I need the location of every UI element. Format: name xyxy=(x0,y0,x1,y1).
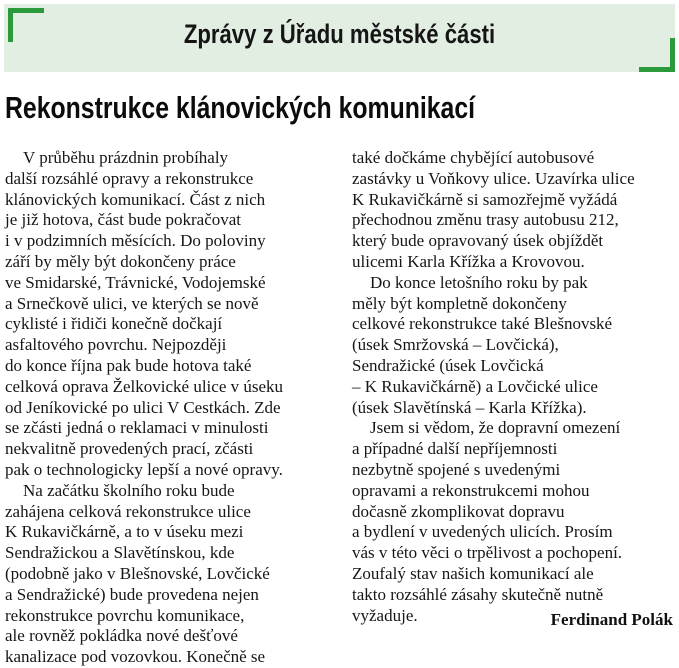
text-line: který bude opravovaný úsek objíždět xyxy=(352,231,604,251)
text-line: od Jeníkovické po ulici V Cestkách. Zde xyxy=(5,397,281,417)
text-line: K Rukavičkárně, a to v úseku mezi xyxy=(5,522,244,542)
text-line: takto rozsáhlé zásahy skutečně nutně xyxy=(352,584,604,604)
article-headline: Rekonstrukce klánovických komunikací xyxy=(5,90,476,125)
text-line: je již hotova, část bude pokračovat xyxy=(5,210,242,230)
section-title: Zprávy z Úřadu městské části xyxy=(183,19,496,49)
corner-bracket-bottom-right xyxy=(639,38,675,72)
text-line: ve Smidarské, Trávnické, Vodojemské xyxy=(5,272,266,292)
text-line: další rozsáhlé opravy a rekonstrukce xyxy=(5,168,254,188)
text-line: Zoufalý stav našich komunikací ale xyxy=(352,563,594,583)
text-line: – K Rukavičkárně) a Lovčické ulice xyxy=(352,376,598,396)
text-line: (úsek Smržovská – Lovčická), xyxy=(352,335,559,355)
text-line: cyklisté i řidiči konečně dočkají xyxy=(5,314,223,334)
text-line: celková oprava Želkovické ulice v úseku xyxy=(5,376,284,396)
text-line: ale rovněž pokládka nové dešťové xyxy=(5,626,238,646)
text-line: a bydlení v uvedených ulicích. Prosím xyxy=(352,522,613,542)
text-line: také dočkáme chybějící autobusové xyxy=(352,148,595,167)
text-line: (úsek Slavětínská – Karla Křížka). xyxy=(352,397,587,417)
section-header xyxy=(4,4,675,72)
text-line: i v podzimních měsících. Do poloviny xyxy=(5,231,266,251)
text-line: K Rukavičkárně si samozřejmě vyžádá xyxy=(352,189,618,209)
text-line: Na začátku školního roku bude xyxy=(23,480,235,500)
text-line: Do konce letošního roku by pak xyxy=(370,272,588,292)
text-line: dočasně zkomplikovat dopravu xyxy=(352,501,565,521)
article-column-1 xyxy=(5,148,345,668)
text-line: a Sendražické) bude provedena nejen xyxy=(5,584,259,604)
text-line: zastávky u Voňkovy ulice. Uzavírka ulice xyxy=(352,168,635,188)
text-line: (podobně jako v Blešnovské, Lovčické xyxy=(5,563,270,583)
corner-bracket-top-left xyxy=(8,8,44,42)
text-line: klánovických komunikací. Část z nich xyxy=(5,189,266,209)
text-line: vás v této věci o trpělivost a pochopení. xyxy=(352,543,623,563)
text-line: měly být kompletně dokončeny xyxy=(352,293,567,313)
text-line: ulicemi Karla Křížka a Krovovou. xyxy=(352,251,585,271)
text-line: kanalizace pod vozovkou. Konečně se xyxy=(5,647,266,667)
text-line: celkové rekonstrukce také Blešnovské xyxy=(352,314,613,334)
text-line: V průběhu prázdnin probíhaly xyxy=(23,148,229,167)
text-line: nekvalitně provedených prací, zčásti xyxy=(5,439,254,459)
text-line: vyžaduje. xyxy=(352,605,418,625)
text-line: září by měly být dokončeny práce xyxy=(5,251,236,271)
text-line: opravami a rekonstrukcemi mohou xyxy=(352,480,590,500)
text-line: nezbytně spojené s uvedenými xyxy=(352,459,561,479)
text-line: a Srnečkově ulici, ve kterých se nově xyxy=(5,293,259,313)
text-line: a případné další nepříjemnosti xyxy=(352,439,558,459)
text-line: přechodnou změnu trasy autobusu 212, xyxy=(352,210,619,230)
text-line: rekonstrukce povrchu komunikace, xyxy=(5,605,245,625)
text-line: Jsem si vědom, že dopravní omezení xyxy=(370,418,621,438)
text-line: do konce října pak bude hotova také xyxy=(5,355,252,375)
text-line: Sendražickou a Slavětínskou, kde xyxy=(5,543,235,563)
text-line: zahájena celková rekonstrukce ulice xyxy=(5,501,251,521)
text-line: pak o technologicky lepší a nové opravy. xyxy=(5,459,283,479)
article-column-2 xyxy=(352,148,679,626)
text-line: asfaltového povrchu. Nejpozději xyxy=(5,335,227,355)
text-line: se zčásti jedná o reklamaci v minulosti xyxy=(5,418,269,438)
author-signature: Ferdinand Polák xyxy=(550,610,673,629)
text-line: Sendražické (úsek Lovčická xyxy=(352,355,544,375)
